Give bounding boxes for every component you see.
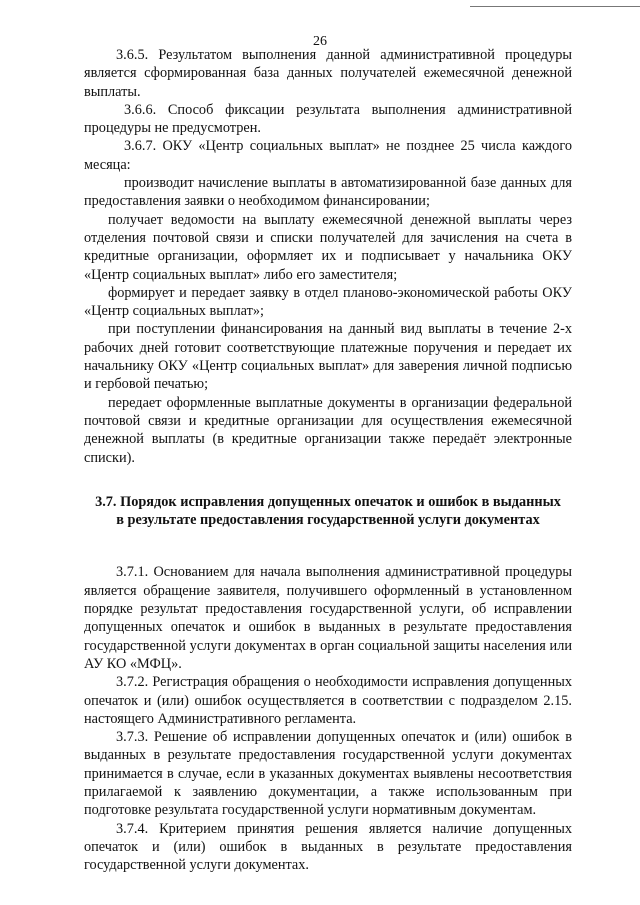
list-item-1: производит начисление выплаты в автоматизированной базе данных для предоставления заявки о необходимом финансировании; <box>84 175 572 210</box>
page-number: 26 <box>313 34 327 49</box>
paragraph-3-6-7: 3.6.7. ОКУ «Центр социальных выплат» не позднее 25 числа каждого месяца: <box>84 138 572 173</box>
paragraph-3-6-5: 3.6.5. Результатом выполнения данной административной процедуры является сформированная база данных получателей ежемесячной денежной выплаты. <box>84 47 572 100</box>
paragraph-3-7-2: 3.7.2. Регистрация обращения о необходимости исправления допущенных опечаток и (или) ошибок осуществляется в соответствии с подразделом 2.15. настоящего Административного регламента. <box>84 674 572 727</box>
paragraph-3-6-6: 3.6.6. Способ фиксации результата выполнения административной процедуры не предусмотрен. <box>84 101 572 137</box>
paragraph-3-7-4: 3.7.4. Критерием принятия решения является наличие допущенных опечаток и (или) ошибок в выданных в результате предоставления государственной услуги документах. <box>84 820 572 874</box>
scan-edge-line <box>470 6 640 7</box>
paragraph-3-7-3: 3.7.3. Решение об исправлении допущенных опечаток и (или) ошибок в выданных в результате предоставления государственной услуги документах принимается в случае, если в указанных документах выявлены несоответствия прилагаемой к заявлению документации, а также использованным при подготовке результата государственной услуги нормативным документам. <box>84 729 572 819</box>
list-item-3: формирует и передает заявку в отдел планово-экономической работы ОКУ «Центр социальных выплат»; <box>84 284 572 320</box>
list-item-5: передает оформленные выплатные документы в организации федеральной почтовой связи и кредитные организации для осуществления ежемесячной денежной выплаты (в кредитные организации также передаёт электронные списки). <box>84 394 572 466</box>
paragraph-3-7-1: 3.7.1. Основанием для начала выполнения административной процедуры является обращение заявителя, получившего оформленный в установленном порядке результат предоставления государственной услуги, об исправлении допущенных опечаток и ошибок в выданных в результате предоставления государственной услуги документах в орган социальной защиты населения или АУ КО «МФЦ». <box>84 564 572 672</box>
list-item-4: при поступлении финансирования на данный вид выплаты в течение 2-х рабочих дней готовит соответствующие платежные поручения и передает их начальнику ОКУ «Центр социальных выплат» для заверения личной подписью и гербовой печатью; <box>84 321 572 393</box>
section-heading-3-7: 3.7. Порядок исправления допущенных опечаток и ошибок в выданных в результате предоставления государственной услуги документах <box>95 493 561 529</box>
list-item-2: получает ведомости на выплату ежемесячной денежной выплаты через отделения почтовой связи и списки получателей для зачисления на счета в кредитные организации, оформляет их и подписывает у начальника ОКУ «Центр социальных выплат» либо его заместителя; <box>84 211 572 283</box>
document-body <box>84 46 572 874</box>
